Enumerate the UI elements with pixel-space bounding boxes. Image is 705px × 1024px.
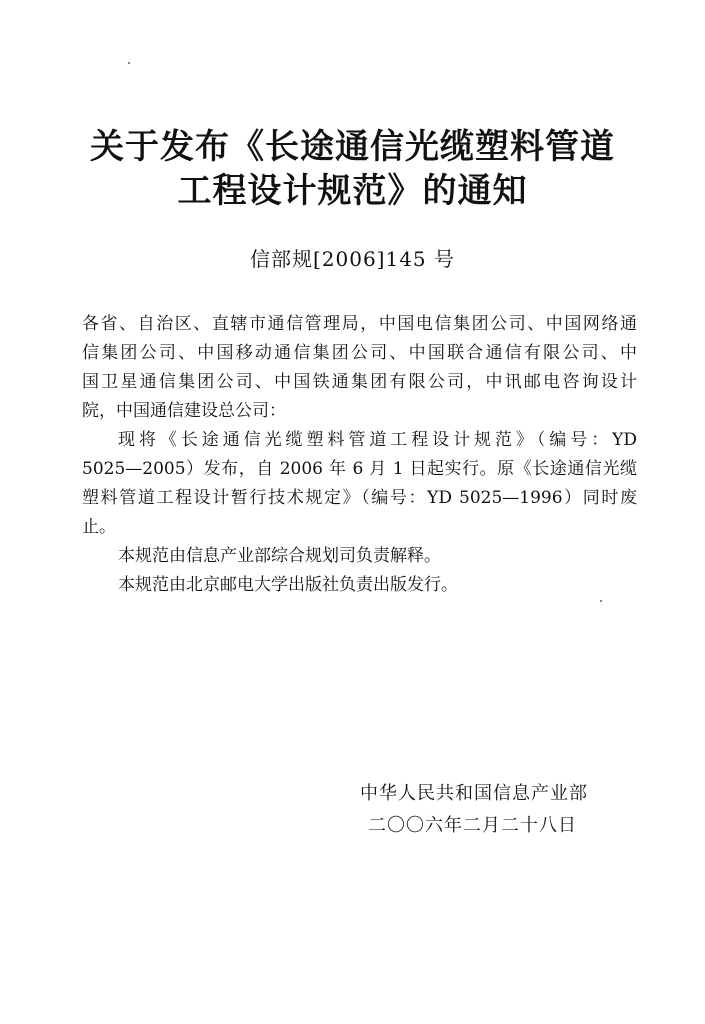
scan-speck [600, 600, 602, 602]
issuer-signature: 中华人民共和国信息产业部 [360, 783, 588, 804]
addressee-line-2: 信集团公司、中国移动通信集团公司、中国联合通信有限公司、中 [82, 343, 637, 363]
paragraph3: 本规范由北京邮电大学出版社负责出版发行。 [118, 575, 458, 595]
addressee-line-3: 国卫星通信集团公司、中国铁通集团有限公司，中讯邮电咨询设计 [82, 372, 637, 392]
document-number: 信部规[2006]145 号 [249, 247, 456, 271]
paragraph1-line-4: 止。 [82, 517, 116, 537]
addressee-line-4: 院，中国通信建设总公司： [82, 401, 286, 421]
addressee-line-1: 各省、自治区、直辖市通信管理局，中国电信集团公司、中国网络通 [82, 314, 637, 334]
paragraph1-line-1: 现将《长途通信光缆塑料管道工程设计规范》（编号：YD [118, 430, 637, 450]
notice-title-line-2: 工程设计规范》的通知 [177, 171, 528, 211]
notice-title-line-1: 关于发布《长途通信光缆塑料管道 [90, 127, 615, 167]
scan-speck [128, 62, 130, 64]
issue-date: 二〇〇六年二月二十八日 [368, 815, 577, 836]
paragraph1-line-3: 塑料管道工程设计暂行技术规定》（编号：YD 5025—1996）同时废 [82, 488, 637, 508]
paragraph2: 本规范由信息产业部综合规划司负责解释。 [118, 546, 441, 566]
paragraph1-line-2: 5025—2005）发布，自 2006 年 6 月 1 日起实行。原《长途通信光缆 [82, 459, 637, 479]
